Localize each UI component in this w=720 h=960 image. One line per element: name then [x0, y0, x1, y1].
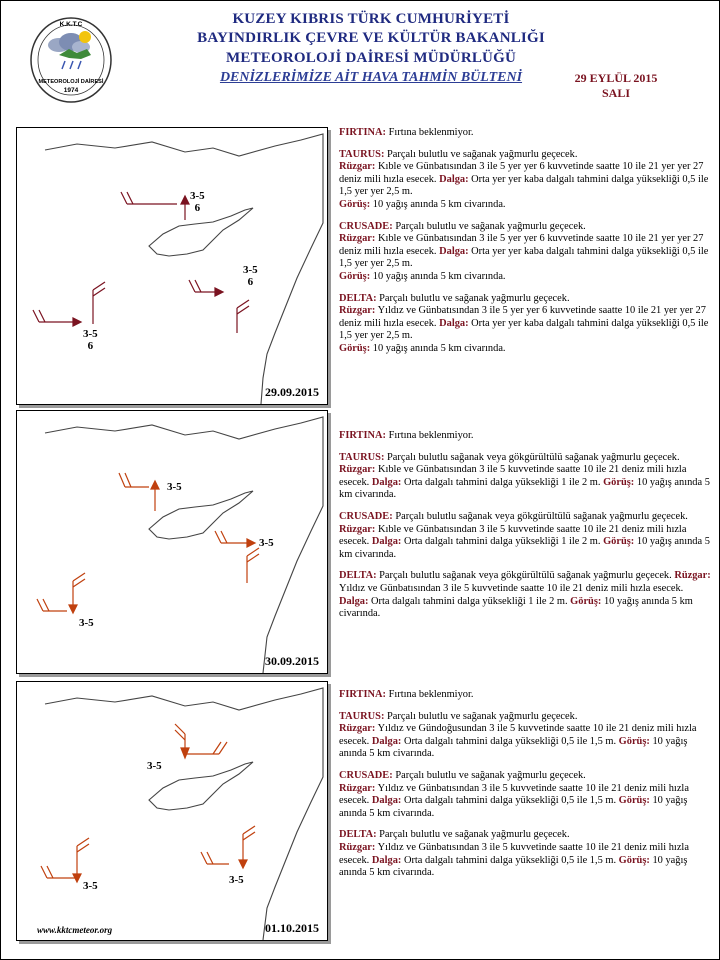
map-label-crusade: 3-5 — [229, 874, 244, 886]
header-bulletin-title: DENİZLERİMİZE AİT HAVA TAHMİN BÜLTENİ — [219, 70, 523, 85]
wind-arrow-taurus — [119, 473, 159, 511]
cyprus-map-day3 — [17, 682, 327, 940]
region-crusade: CRUSADE: Parçalı bulutlu ve sağanak yağmurlu geçecek. Rüzgar: Kıble ve Günbatısından 3 ile 5 yer yer 6 kuvvetinde saatte 10 ile 21 yer yer 27 deniz mili hızla esecek. Dalga: Orta yer yer kaba dalgalı tahmini dalga yüksekliği 0,5 ile 1,5 yer yer 2,5 m. Görüş: 10 yağış anında 5 km civarında. — [339, 220, 709, 282]
cyprus-map-day1 — [17, 128, 327, 404]
map-label-delta: 3-5 6 — [83, 328, 98, 352]
website-link[interactable]: www.kktcmeteor.org — [37, 925, 113, 935]
map-panel-day3 — [16, 681, 328, 941]
map-label-delta: 3-5 — [79, 617, 94, 629]
wind-arrow-delta — [33, 282, 105, 326]
wind-arrow-taurus — [175, 724, 227, 758]
map-label-taurus: 3-5 — [167, 481, 182, 493]
logo-top-text: K.K.T.C — [59, 21, 83, 28]
region-crusade: CRUSADE: Parçalı bulutlu ve sağanak yağmurlu geçecek. Rüzgar: Yıldız ve Günbatısından 3 ile 5 kuvvetinde saatte 10 ile 21 deniz mili hızla esecek. Dalga: Orta dalgalı tahmini dalga yüksekliği 0,5 ile 1,5 m. Görüş: 10 yağış anında 5 km civarında. — [339, 769, 689, 819]
wind-arrow-delta — [41, 838, 89, 882]
region-crusade: CRUSADE: Parçalı bulutlu sağanak veya gökgürültülü sağanak yağmurlu geçecek. Rüzgar: Kıble ve Günbatısından 3 ile 5 kuvvetinde saatte 10 ile 21 deniz mili hızla esecek. Dalga: Orta dalgalı tahmini dalga yüksekliği 1 ile 2 m. Görüş: 10 yağış anında 5 km civarında. — [339, 510, 710, 560]
storm-line: FIRTINA: Fırtına beklenmiyor. — [339, 430, 474, 441]
region-delta: DELTA: Parçalı bulutlu ve sağanak yağmurlu geçecek. Rüzgar: Yıldız ve Günbatısından 3 ile 5 kuvvetinde saatte 10 ile 21 deniz mili hızla esecek. Dalga: Orta dalgalı tahmini dalga yüksekliği 0,5 ile 1,5 m. Görüş: 10 yağış anında 5 km civarında. — [339, 829, 689, 879]
storm-line: FIRTINA: Fırtına beklenmiyor. — [339, 127, 474, 138]
map-label-taurus: 3-5 6 — [190, 190, 205, 214]
logo-year: 1974 — [63, 87, 79, 94]
wind-arrow-taurus — [121, 192, 189, 220]
map-label-taurus: 3-5 — [147, 760, 162, 772]
wind-arrow-delta — [37, 573, 85, 613]
region-delta: DELTA: Parçalı bulutlu ve sağanak yağmurlu geçecek. Rüzgar: Yıldız ve Günbatısından 3 ile 5 yer yer 6 kuvvetinde saatte 10 ile 21 yer yer 27 deniz mili hızla esecek. Dalga: Orta yer yer kaba dalgalı tahmini dalga yüksekliği 0,5 ile 1,5 yer yer 2,5 m. Görüş: 10 yağış anında 5 km civarında. — [339, 292, 709, 354]
forecast-day1 — [339, 127, 713, 365]
region-taurus: TAURUS: Parçalı bulutlu ve sağanak yağmurlu geçecek. Rüzgar: Yıldız ve Gündoğusundan 3 ile 5 kuvvetinde saatte 10 ile 21 deniz mili hızla esecek. Dalga: Orta dalgalı tahmini dalga yüksekliği 0,5 ile 1,5 m. Görüş: 10 yağış anında 5 km civarında. — [339, 710, 697, 760]
issue-date: 29 EYLÜL 2015 — [574, 71, 658, 85]
map-label-crusade: 3-5 — [259, 537, 274, 549]
header-department: METEOROLOJİ DAİRESİ MÜDÜRLÜĞÜ — [226, 50, 516, 66]
header-country: KUZEY KIBRIS TÜRK CUMHURİYETİ — [232, 11, 510, 27]
header-date-block — [541, 71, 691, 101]
meteorology-logo — [29, 15, 113, 103]
cyprus-map-day2 — [17, 411, 327, 673]
forecast-day3 — [339, 689, 713, 889]
map-label-crusade: 3-5 6 — [243, 264, 258, 288]
logo-ring-text: METEOROLOJİ DAİRESİ — [38, 79, 104, 85]
map-panel-day2 — [16, 410, 328, 674]
forecast-day2 — [339, 430, 713, 630]
storm-line: FIRTINA: Fırtına beklenmiyor. — [339, 689, 474, 700]
region-delta: DELTA: Parçalı bulutlu sağanak veya gökgürültülü sağanak yağmurlu geçecek. Rüzgar: Yıldız ve Günbatısından 3 ile 5 kuvvetinde saatte 10 ile 21 deniz mili hızla esecek. Dalga: Orta dalgalı tahmini dalga yüksekliği 1 ile 2 m. Görüş: 10 yağış anında 5 km civarında. — [339, 570, 711, 620]
wind-arrow-crusade — [215, 531, 259, 583]
map-date-day1: 29.09.2015 — [265, 385, 319, 399]
wind-arrow-crusade — [201, 826, 255, 868]
header-ministry: BAYINDIRLIK ÇEVRE VE KÜLTÜR BAKANLIĞI — [197, 30, 545, 46]
map-date-day2: 30.09.2015 — [265, 654, 319, 668]
wind-arrow-crusade — [189, 280, 249, 333]
map-label-delta: 3-5 — [83, 880, 98, 892]
map-panel-day1 — [16, 127, 328, 405]
issue-day: SALI — [601, 86, 630, 100]
region-taurus: TAURUS: Parçalı bulutlu ve sağanak yağmurlu geçecek. Rüzgar: Kıble ve Günbatısından 3 ile 5 yer yer 6 kuvvetinde saatte 10 ile 21 yer yer 27 deniz mili hızla esecek. Dalga: Orta yer yer kaba dalgalı tahmini dalga yüksekliği 0,5 ile 1,5 yer yer 2,5 m. Görüş: 10 yağış anında 5 km civarında. — [339, 148, 709, 210]
map-date-day3: 01.10.2015 — [265, 921, 319, 935]
region-taurus: TAURUS: Parçalı bulutlu sağanak veya gökgürültülü sağanak yağmurlu geçecek. Rüzgar: Kıble ve Günbatısından 3 ile 5 kuvvetinde saatte 10 ile 21 deniz mili hızla esecek. Dalga: Orta dalgalı tahmini dalga yüksekliği 1 ile 2 m. Görüş: 10 yağış anında 5 km civarında. — [339, 451, 710, 501]
